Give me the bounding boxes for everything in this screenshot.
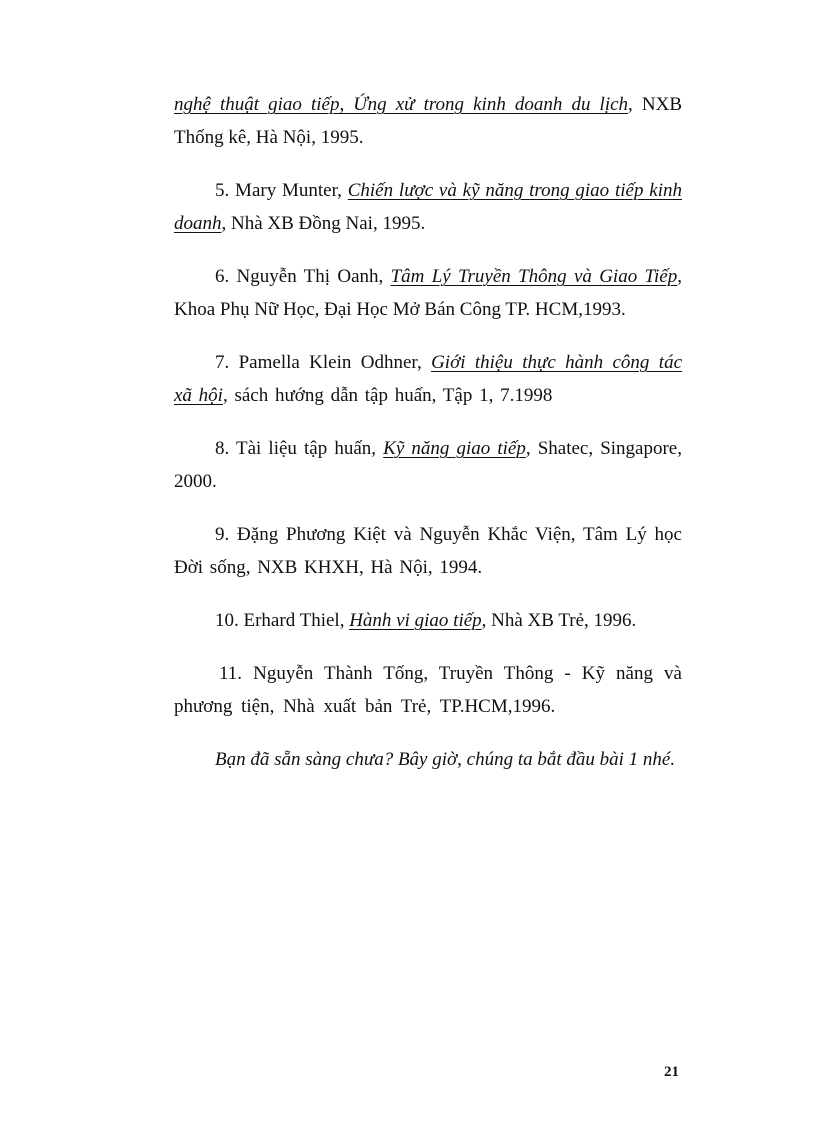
reference-details: , sách hướng dẫn tập huấn, Tập 1, 7.1998 [222,385,553,406]
reference-entry-6 [174,260,682,326]
reference-entry-9: 9. Đặng Phương Kiệt và Nguyễn Khắc Viện, Tâm Lý học Đời sống, NXB KHXH, Hà Nội, 1994. [174,524,682,578]
page-number: 21 [664,1064,679,1080]
reference-details: , Nhà XB Đồng Nai, 1995. [221,213,426,234]
reference-details: , Khoa Phụ Nữ Học, Đại Học Mở Bán Công TP. HCM,1993. [174,266,682,320]
reference-details: , NXB Thống kê, Hà Nội, 1995. [174,94,682,148]
reference-author: 7. Pamella Klein Odhner, [215,352,432,373]
reference-entry-8 [174,432,682,498]
reference-title: Tâm Lý Truyền Thông và Giao Tiếp [390,266,678,287]
reference-title: Chiến lược và kỹ năng trong giao tiếp kinh doanh [174,180,682,234]
reference-title: Hành vi giao tiếp [349,610,482,631]
reference-title: Kỹ năng giao tiếp [383,438,526,459]
reference-entry-10 [174,604,682,637]
reference-title: Giới thiệu thực hành công tác xã hội [174,352,682,406]
reference-author: 5. Mary Munter, [215,180,348,201]
reference-details: , Shatec, Singapore, 2000. [174,438,682,492]
reference-entry-4-continued [174,88,682,154]
reference-list [174,88,682,776]
reference-title: nghệ thuật giao tiếp, Ứng xử trong kinh doanh du lịch [174,94,629,115]
reference-entry-5 [174,174,682,240]
reference-author: 8. Tài liệu tập huấn, [215,438,384,459]
reference-author: 10. Erhard Thiel, [215,610,350,631]
reference-entry-7 [174,346,682,412]
reference-entry-11: 11. Nguyễn Thành Tống, Truyền Thông - Kỹ năng và phương tiện, Nhà xuất bản Trẻ, TP.HCM,1996. [174,663,682,717]
closing-sentence: Bạn đã sẵn sàng chưa? Bây giờ, chúng ta bắt đầu bài 1 nhé. [215,749,676,770]
reference-details: , Nhà XB Trẻ, 1996. [481,610,637,631]
reference-author: 6. Nguyễn Thị Oanh, [215,266,391,287]
